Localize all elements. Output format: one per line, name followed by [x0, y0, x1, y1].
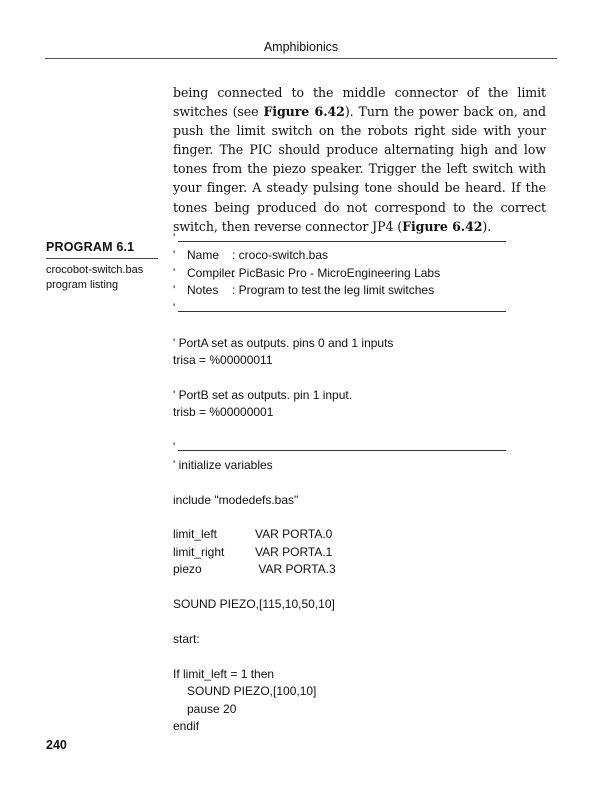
- code-line: ' PortA set as outputs. pins 0 and 1 inputs: [173, 335, 394, 350]
- var-declaration: limit_right VAR PORTA.1: [173, 544, 333, 559]
- code-header-row: ' Notes : Program to test the leg limit switches: [173, 283, 435, 298]
- code-line: ' initialize variables: [173, 457, 273, 472]
- text-segment: ). Turn the power back on, and push the limit switch on the robots right side with your finger. The PIC should produce alternating high and low tones from the piezo speaker. Trigger the left switch with your finger. A steady pulsing tone should be heard. If the tones being produced do not correspond to the correct switch, then reverse connector JP4 (: [173, 104, 546, 234]
- code-line: SOUND PIEZO,[115,10,50,10]: [173, 597, 335, 612]
- program-label-rule: [46, 258, 158, 259]
- program-caption: [46, 263, 143, 293]
- code-header-row: ' Compiler: PicBasic Pro - MicroEngineering Labs: [173, 265, 441, 280]
- comment-rule: ': [173, 439, 513, 456]
- code-line: pause 20: [187, 701, 237, 716]
- text-segment: being connected to the middle connector of the limit switches (see: [173, 85, 546, 120]
- body-paragraph: [173, 83, 546, 236]
- figure-reference: Figure 6.42: [402, 218, 483, 234]
- code-line: include "modedefs.bas": [173, 492, 299, 507]
- code-line: If limit_left = 1 then: [173, 666, 275, 681]
- running-header: Amphibionics: [263, 40, 339, 54]
- var-declaration: limit_left VAR PORTA.0: [173, 527, 333, 542]
- header-rule: [45, 58, 557, 59]
- code-line: ' PortB set as outputs. pin 1 input.: [173, 387, 353, 402]
- comment-rule: ': [173, 300, 513, 317]
- page-number: 240: [46, 738, 67, 752]
- comment-rule: ': [173, 230, 513, 247]
- code-line: SOUND PIEZO,[100,10]: [187, 684, 317, 699]
- program-label: PROGRAM 6.1: [46, 240, 135, 254]
- code-line: trisa = %00000011: [173, 353, 273, 368]
- caption-line: program listing: [46, 279, 119, 291]
- code-header-row: ' Name : croco-switch.bas: [173, 248, 329, 263]
- code-line: endif: [173, 719, 200, 734]
- code-line: start:: [173, 632, 200, 647]
- text-segment: ).: [482, 218, 492, 234]
- code-line: trisb = %00000001: [173, 405, 274, 420]
- caption-line: crocobot-switch.bas: [46, 264, 144, 276]
- figure-reference: Figure 6.42: [263, 104, 345, 120]
- var-declaration: piezo VAR PORTA.3: [173, 562, 336, 577]
- code-listing: [173, 230, 513, 736]
